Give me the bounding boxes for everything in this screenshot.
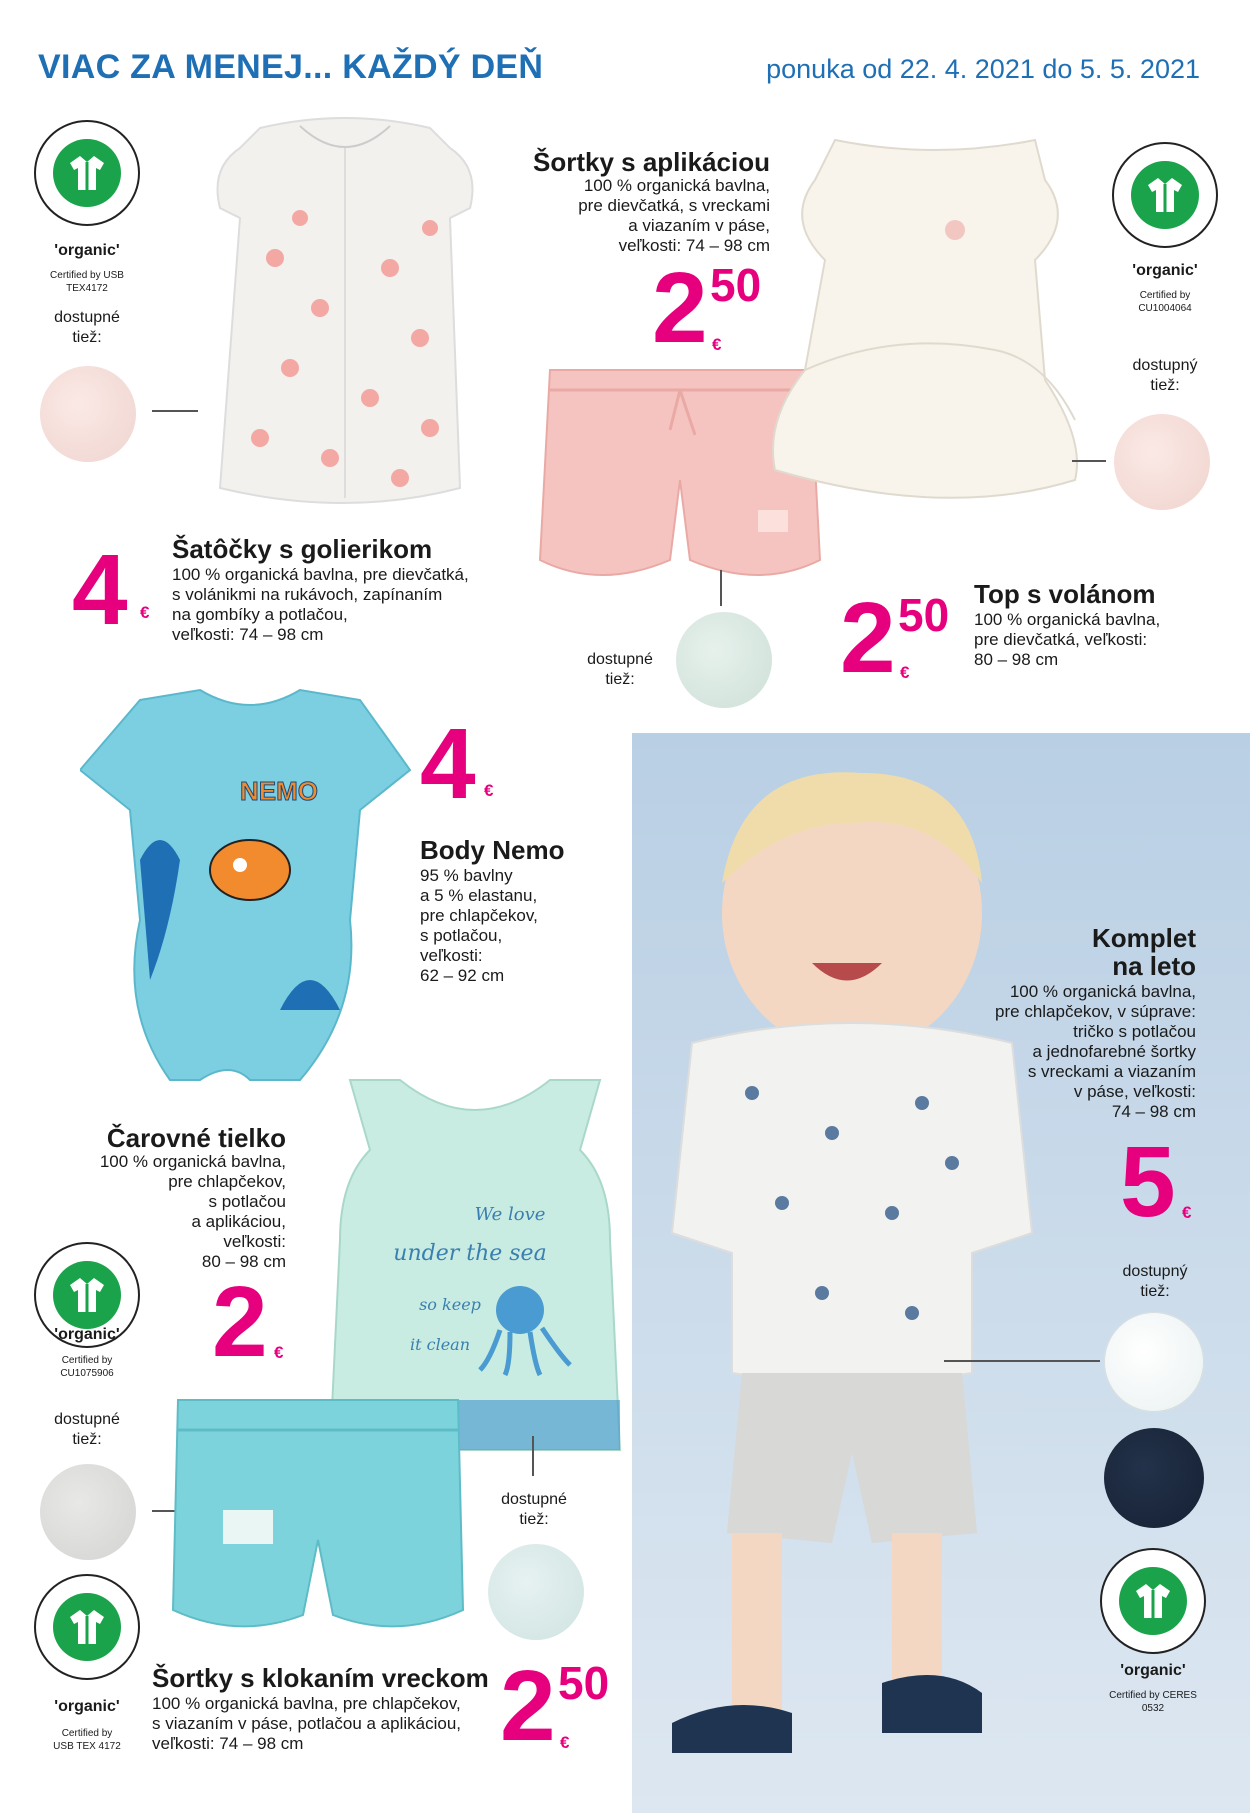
product-title: Body Nemo: [420, 835, 565, 865]
tank-print-text: so keep: [419, 1295, 481, 1314]
price-kangaroo-shorts: 2 50 €: [500, 1650, 610, 1762]
gots-logo: [1110, 140, 1220, 250]
product-title: Šatôčky s golierikom: [172, 534, 433, 564]
cert-line: Certified by: [1139, 290, 1191, 301]
product-title: Komplet na leto: [1092, 923, 1196, 981]
product-title: Šortky s klokaním vreckom: [152, 1663, 489, 1693]
dress-photo: [180, 108, 510, 528]
organic-label: 'organic': [54, 1326, 120, 1343]
price-shorts-applique: 2 50 €: [652, 252, 762, 364]
color-swatch: [1104, 1428, 1204, 1528]
organic-label: 'organic': [54, 1698, 120, 1715]
product-description: 100 % organická bavlna, pre dievčatká, s volánikmi na rukávoch, zapínaním na gombíky a potlačou, veľkosti: 74 – 98 cm: [172, 565, 469, 644]
price-top: 2 50 €: [840, 582, 950, 694]
product-title: Top s volánom: [974, 579, 1156, 609]
gots-logo: [1098, 1546, 1208, 1656]
gots-icon: [1098, 1546, 1208, 1656]
price-dress: 4 €: [72, 534, 150, 646]
cert-line: CU1075906: [60, 1368, 114, 1379]
nemo-body-photo: [80, 680, 420, 1100]
gots-icon: [32, 118, 142, 228]
pointer-line: [944, 1360, 1100, 1362]
available-label: dostupné tiež:: [501, 1491, 567, 1528]
price-set: 5 €: [1120, 1126, 1192, 1238]
organic-label: 'organic': [1120, 1662, 1186, 1679]
product-title: Čarovné tielko: [106, 1123, 286, 1153]
pointer-line: [532, 1436, 534, 1476]
pointer-line: [720, 570, 722, 606]
available-label: dostupné tiež:: [54, 1411, 120, 1448]
price-body: 4 €: [420, 708, 494, 820]
cert-line: CU1004064: [1138, 303, 1192, 314]
product-description: 100 % organická bavlna, pre chlapčekov, v súprave: tričko s potlačou a jednofarebné šortky s vreckami a viazaním v páse, veľkosti: 74 – 98 cm: [995, 982, 1196, 1121]
color-swatch: [40, 366, 136, 462]
gots-icon: [1110, 140, 1220, 250]
product-title: Šortky s aplikáciou: [533, 147, 770, 177]
organic-label: 'organic': [54, 242, 120, 259]
available-label: dostupný tiež:: [1132, 357, 1198, 394]
color-swatch: [676, 612, 772, 708]
nemo-logo-text: NEMO: [240, 776, 318, 806]
kangaroo-shorts-photo: [168, 1390, 468, 1650]
color-swatch: [1114, 414, 1210, 510]
offer-dates: ponuka od 22. 4. 2021 do 5. 5. 2021: [766, 54, 1200, 84]
gots-icon: [32, 1572, 142, 1682]
product-description: 100 % organická bavlna, pre chlapčekov, s potlačou a aplikáciou, veľkosti: 80 – 98 cm: [99, 1152, 286, 1271]
product-description: 100 % organická bavlna, pre chlapčekov, s viazaním v páse, potlačou a aplikáciou, veľkosti: 74 – 98 cm: [152, 1694, 462, 1753]
cert-line: Certified by USB: [50, 270, 124, 281]
available-label: dostupné tiež:: [54, 309, 120, 346]
cert-line: USB TEX 4172: [53, 1741, 121, 1752]
tank-print-text: it clean: [409, 1335, 471, 1354]
product-description: 100 % organická bavlna, pre dievčatká, veľkosti: 80 – 98 cm: [974, 610, 1161, 669]
product-description: 95 % bavlny a 5 % elastanu, pre chlapčekov, s potlačou, veľkosti: 62 – 92 cm: [420, 866, 538, 985]
available-label: dostupné tiež:: [587, 651, 653, 688]
cert-line: TEX4172: [66, 283, 108, 294]
cert-line: 0532: [1141, 1703, 1165, 1714]
price-tank: 2 €: [212, 1266, 284, 1378]
page-title: VIAC ZA MENEJ... KAŽDÝ DEŇ: [38, 48, 544, 86]
color-swatch: [1104, 1312, 1204, 1412]
cert-line: Certified by: [61, 1728, 113, 1739]
white-top-photo: [745, 120, 1115, 540]
tank-print-text: under the sea: [393, 1241, 547, 1266]
organic-label: 'organic': [1132, 262, 1198, 279]
gots-logo: [32, 118, 142, 228]
color-swatch: [488, 1544, 584, 1640]
cert-line: Certified by CERES: [1109, 1690, 1197, 1701]
gots-logo: [32, 1572, 142, 1682]
product-description: 100 % organická bavlna, pre dievčatká, s vreckami a viazaním v páse, veľkosti: 74 – 98 cm: [578, 176, 770, 255]
tank-print-text: We love: [474, 1204, 546, 1225]
available-label: dostupný tiež:: [1122, 1263, 1188, 1300]
color-swatch: [40, 1464, 136, 1560]
cert-line: Certified by: [61, 1355, 113, 1366]
pointer-line: [1072, 460, 1106, 462]
